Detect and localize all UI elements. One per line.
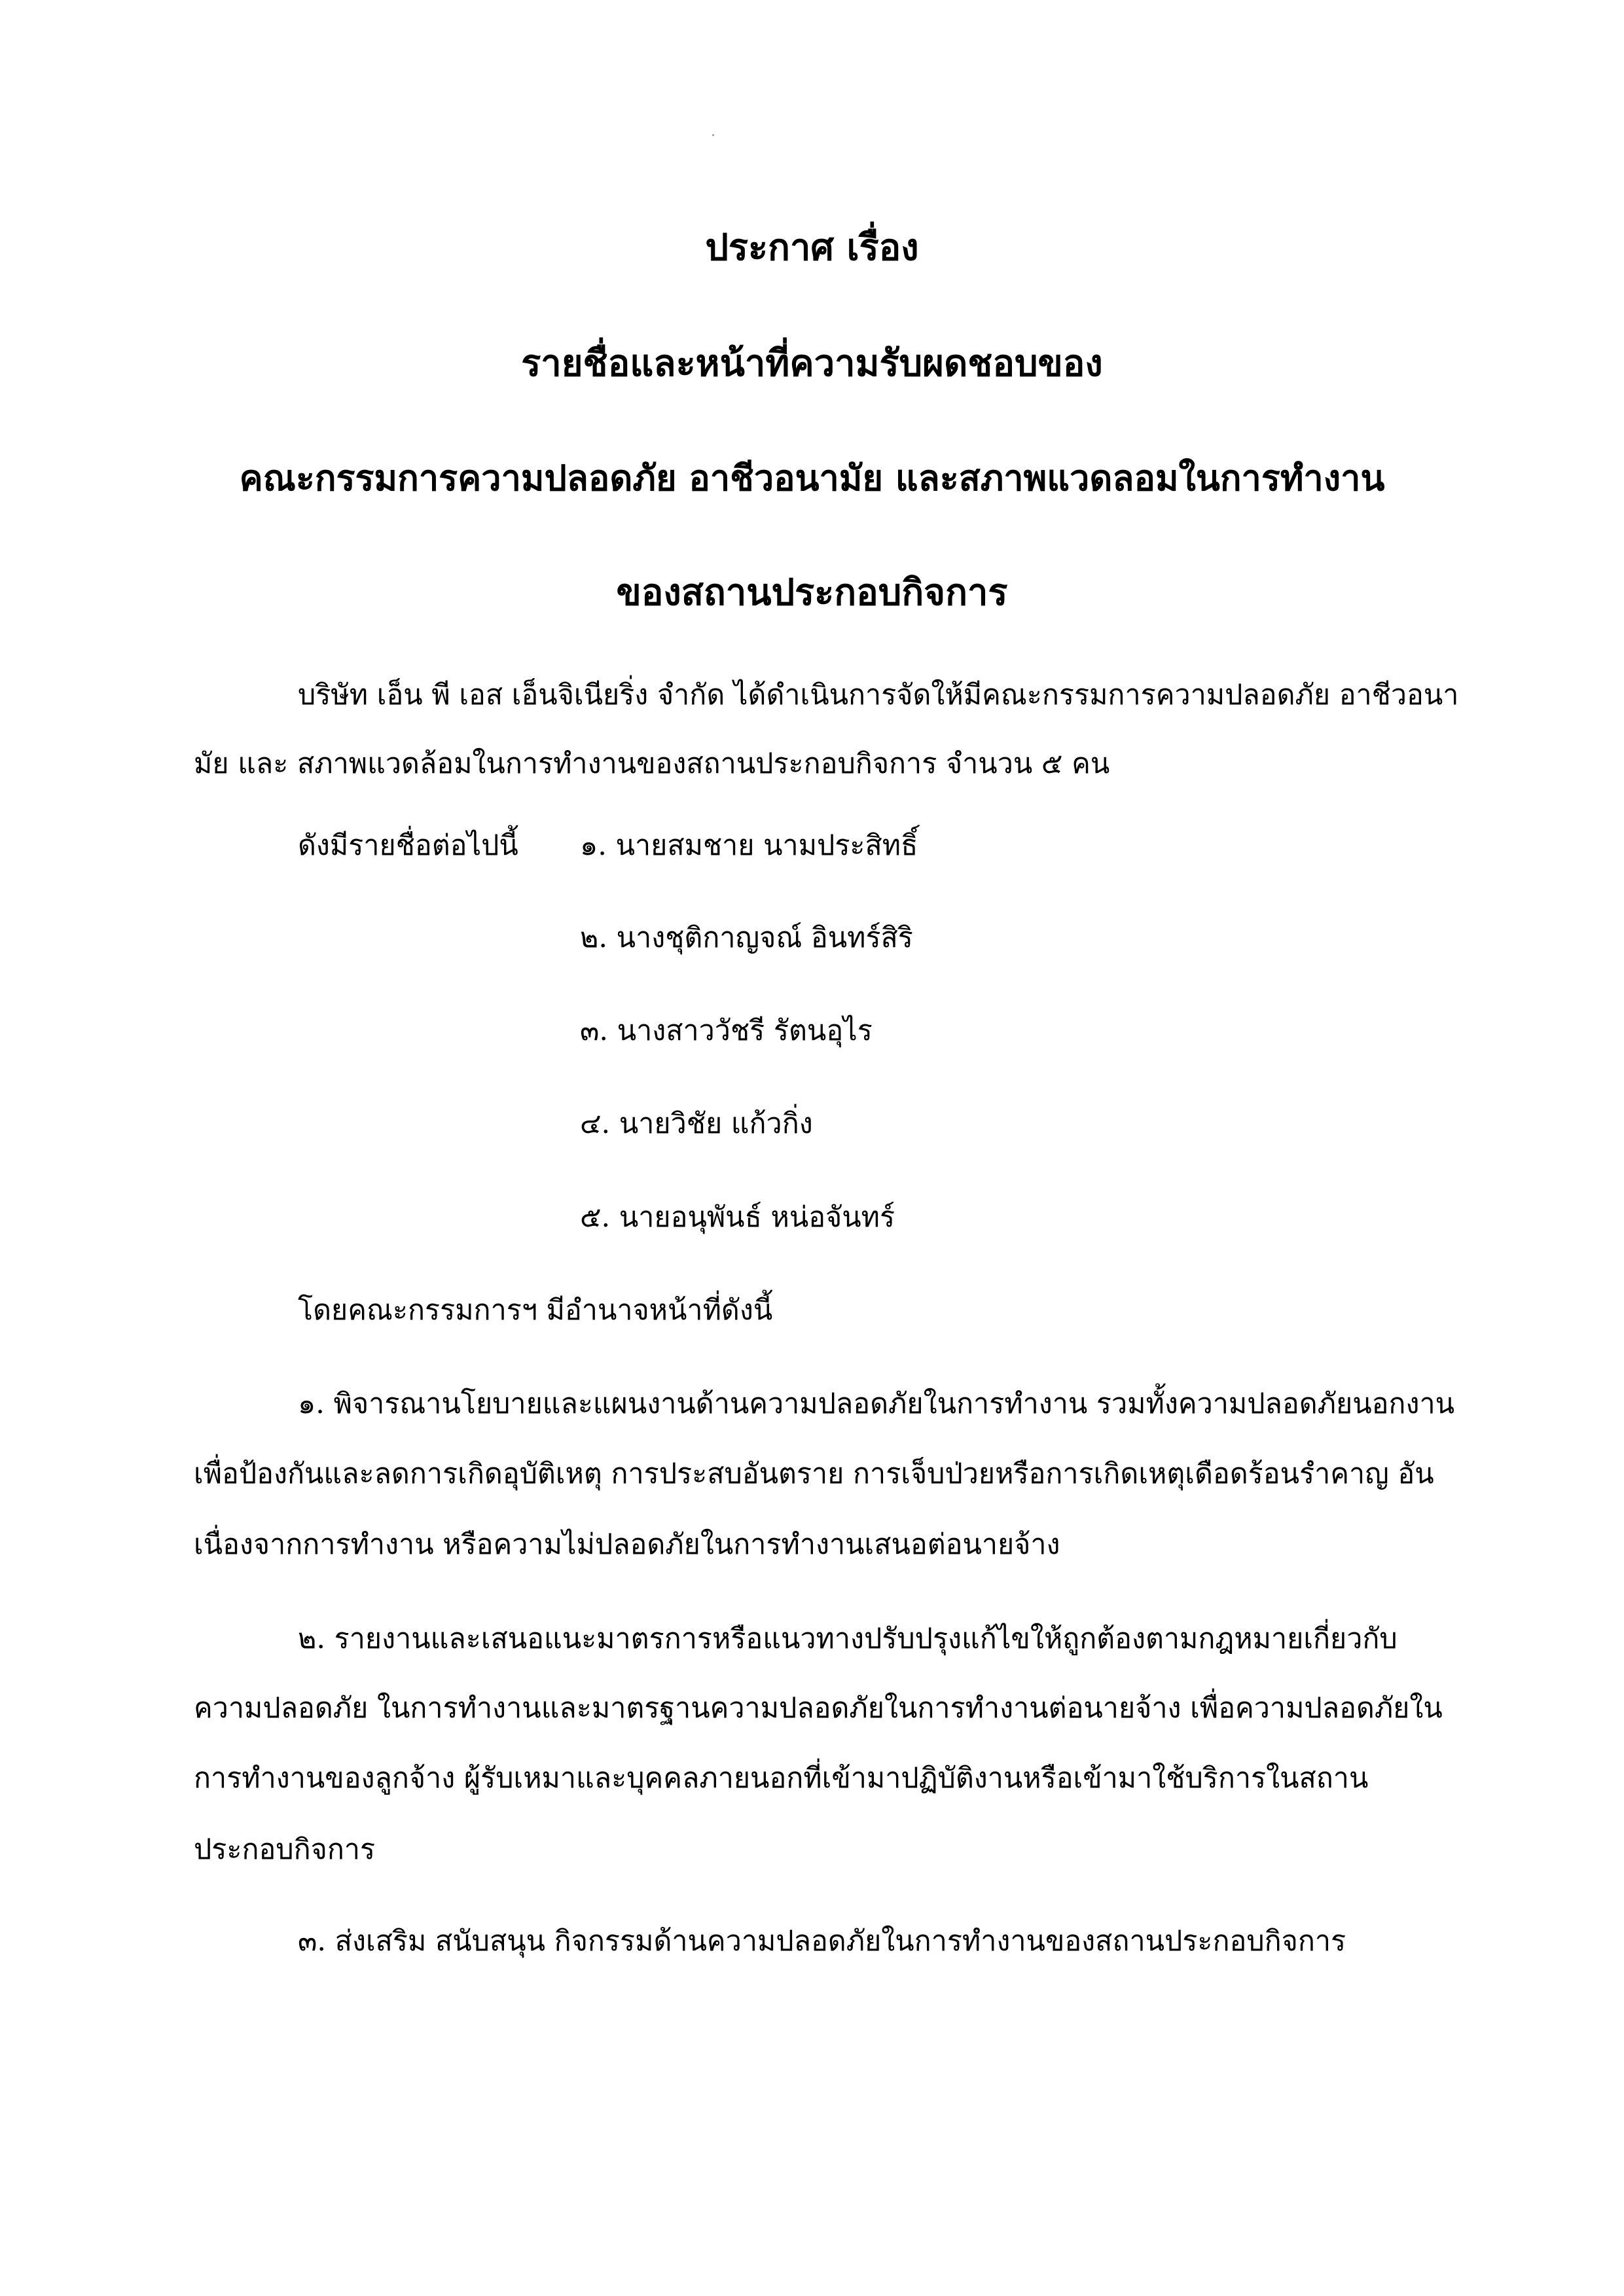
intro-paragraph-line-1: บริษัท เอ็น พี เอส เอ็นจิเนียริ่ง จำกัด ได้ดำเนินการจัดให้มีคณะกรรมการความปลอดภัย อาชีวอนา	[298, 679, 1459, 711]
member-list-item: ๑. นายสมชาย นามประสิทธิ์	[580, 829, 918, 862]
duty-2-line: การทำงานของลูกจ้าง ผู้รับเหมาและบุคคลภายนอกที่เข้ามาปฏิบัติงานหรือเข้ามาใช้บริการในสถาน	[194, 1762, 1369, 1795]
announcement-subject-line-3: ของสถานประกอบกิจการ	[616, 571, 1008, 614]
scan-speck	[712, 134, 714, 136]
duty-1-line: เพื่อป้องกันและลดการเกิดอุบัติเหตุ การประสบอันตราย การเจ็บป่วยหรือการเกิดเหตุเดือดร้อนรำคาญ อัน	[194, 1458, 1434, 1490]
member-list-item: ๔. นายวิชัย แก้วกิ่ง	[580, 1107, 813, 1140]
duty-1-line: ๑. พิจารณานโยบายและแผนงานด้านความปลอดภัยในการทำงาน รวมทั้งความปลอดภัยนอกงาน	[298, 1388, 1454, 1420]
member-list-item: ๒. นางชุติกาญจณ์ อินทร์สิริ	[580, 922, 913, 954]
announcement-heading: ประกาศ เรื่อง	[705, 226, 919, 269]
duty-1-line: เนื่องจากการทำงาน หรือความไม่ปลอดภัยในการทำงานเสนอต่อนายจ้าง	[194, 1528, 1060, 1561]
member-list-item: ๕. นายอนุพันธ์ หน่อจันทร์	[580, 1201, 895, 1234]
duty-2-line: ความปลอดภัย ในการทำงานและมาตรฐานความปลอดภัยในการทำงานต่อนายจ้าง เพื่อความปลอดภัยใน	[194, 1692, 1443, 1725]
intro-paragraph-line-2: มัย และ สภาพแวดล้อมในการทำงานของสถานประกอบกิจการ จำนวน ๕ คน	[194, 747, 1110, 780]
duties-label: โดยคณะกรรมการฯ มีอำนาจหน้าที่ดังนี้	[298, 1294, 773, 1327]
duty-2-line: ประกอบกิจการ	[194, 1833, 376, 1866]
member-list-item: ๓. นางสาววัชรี รัตนอุไร	[580, 1014, 873, 1047]
announcement-subject-line-1: รายชื่อและหน้าที่ความรับผดชอบของ	[521, 342, 1103, 385]
duty-3-line: ๓. ส่งเสริม สนับสนุน กิจกรรมด้านความปลอดภัยในการทำงานของสถานประกอบกิจการ	[298, 1925, 1346, 1958]
members-label: ดังมีรายชื่อต่อไปนี้	[298, 829, 518, 862]
announcement-subject-line-2: คณะกรรมการความปลอดภัย อาชีวอนามัย และสภาพแวดลอมในการทำงาน	[239, 457, 1385, 499]
duty-2-line: ๒. รายงานและเสนอแนะมาตรการหรือแนวทางปรับปรุงแก้ไขให้ถูกต้องตามกฎหมายเกี่ยวกับ	[298, 1623, 1398, 1655]
